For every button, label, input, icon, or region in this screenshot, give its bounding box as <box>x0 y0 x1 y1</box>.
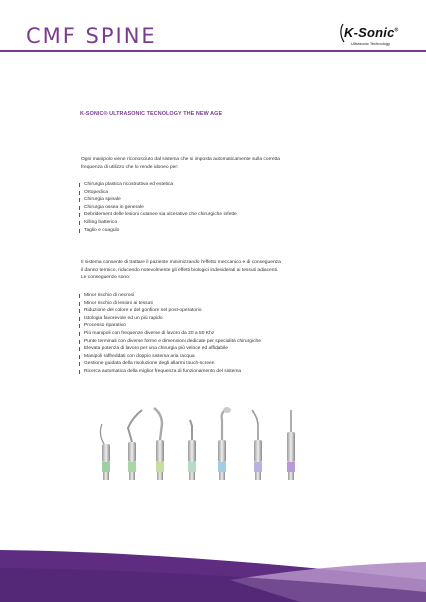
tip-1-icon <box>100 424 110 480</box>
tip-6-icon <box>252 410 262 480</box>
intro-paragraph <box>81 156 280 171</box>
footer-decoration <box>0 520 426 602</box>
list-item: Punte terminali con diverse forme e dimensioni dedicate per specialità chirurgiche <box>79 338 261 346</box>
list-item: Debridement delle lesioni cutanee sia ulcerative che chirurgiche infette <box>79 211 237 219</box>
benefits-list <box>79 292 261 376</box>
page-title: CMF SPINE <box>26 24 157 48</box>
system-line: Le conseguenze sono: <box>81 275 131 281</box>
logo-text: K-Sonic® <box>344 25 399 40</box>
tip-5-icon <box>218 407 231 480</box>
list-item: Ricerca automatica della miglior frequenza di funzionamento del sistema <box>79 368 261 376</box>
list-item: Riduzione del colore e del gonfiore nel post-operatorio <box>79 307 261 315</box>
list-item: Chirurgia plastica ricostruttiva ed estetica <box>79 181 237 189</box>
logo-subtext: Ultrasonic Technology <box>351 41 391 46</box>
tip-3-icon <box>154 408 164 480</box>
list-item: Taglio e coagulo <box>79 227 237 235</box>
list-item: Chirurgia ossea in generale <box>79 204 237 212</box>
list-item: Elevata potenza di lavoro per una chirurgia più veloce ed affidabile <box>79 345 261 353</box>
list-item: Killing batterico <box>79 219 237 227</box>
list-item: Processo riparativo <box>79 322 261 330</box>
list-item: Minor rischio di lesioni ai tessuti <box>79 300 261 308</box>
system-paragraph <box>81 259 281 282</box>
list-item: Gestione guidata della risoluzione degli allarmi touch-screen <box>79 360 261 368</box>
list-item: Istologia favorevole ed un più rapido <box>79 315 261 323</box>
k-sonic-logo <box>338 25 402 47</box>
list-item: Chirurgia spinale <box>79 196 237 204</box>
system-line: Il sistema consente di trattare il paziente minimizzando l'effetto meccanico e di conseguenza <box>81 260 281 265</box>
list-item: Manipoli raffreddati con doppio sistema aria /acqua <box>79 353 261 361</box>
header-divider <box>0 50 426 52</box>
list-item: Più manipoli con frequenze diverse di lavoro da 20 a 50 Khz <box>79 330 261 338</box>
tip-7-icon <box>287 410 295 480</box>
uses-list <box>79 181 237 234</box>
list-item: Minor rischio di necrosi <box>79 292 261 300</box>
tip-4-icon <box>188 420 196 480</box>
intro-line: Ogni manipolo viene riconosciuto dal sistema che si imposta automaticamente sulla corretta <box>81 157 280 162</box>
list-item: Ortopedica <box>79 189 237 197</box>
tip-2-icon <box>128 410 142 480</box>
intro-line: frequenza di utilizzo che lo rende idoneo per: <box>81 164 179 170</box>
surgical-tips-image <box>92 404 312 484</box>
system-line: il danno termico, riducendo notevolmente gli effetti biologici indesiderati ai tessuti adiacenti. <box>81 267 279 273</box>
section-subtitle: K-SONIC® ULTRASONIC TECNOLOGY THE NEW AGE <box>80 111 223 117</box>
